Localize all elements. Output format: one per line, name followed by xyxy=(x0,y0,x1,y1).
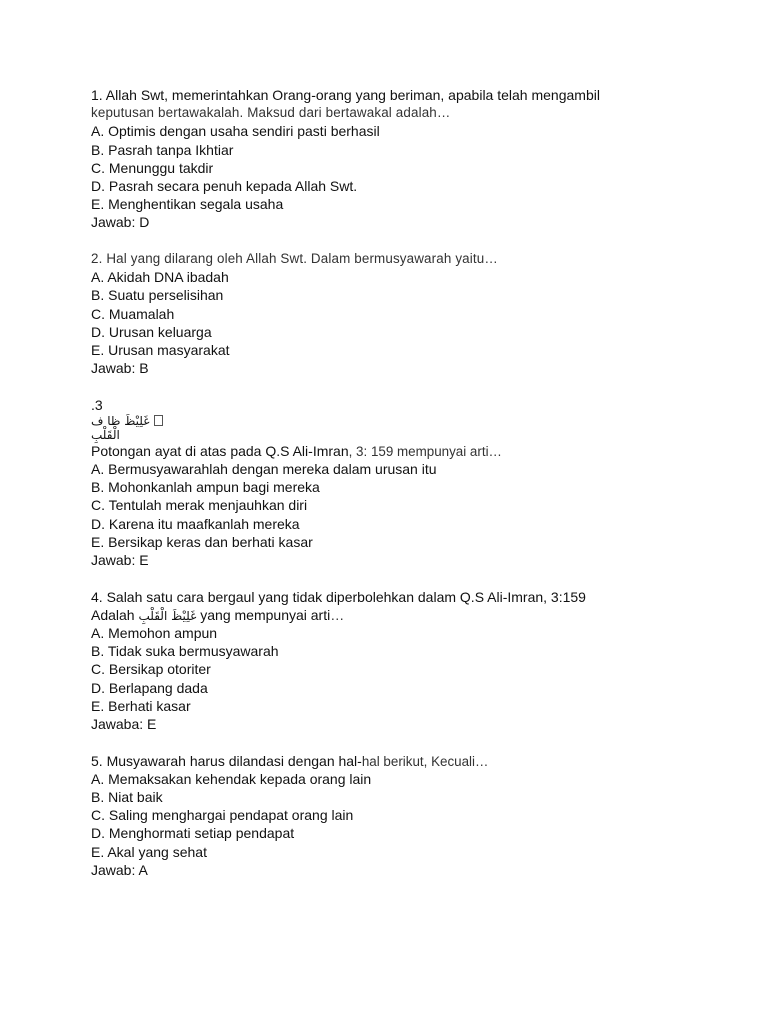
question-2-option-a: A. Akidah DNA ibadah xyxy=(91,269,229,286)
question-3-arabic-line2 xyxy=(91,428,691,442)
question-2-answer: Jawab: B xyxy=(91,360,149,377)
question-1-stem-line1: 1. Allah Swt, memerintahkan Orang-orang yang beriman, apabila telah mengambil xyxy=(91,87,600,103)
question-4-stem-line1: 4. Salah satu cara bergaul yang tidak diperbolehkan dalam Q.S Ali-Imran, 3:159 xyxy=(91,588,586,605)
question-2-option-c: C. Muamalah xyxy=(91,305,175,322)
question-3-option-b: B. Mohonkanlah ampun bagi mereka xyxy=(91,479,320,496)
question-5-option-e: E. Akal yang sehat xyxy=(91,843,207,860)
question-3-option-c: C. Tentulah merak menjauhkan diri xyxy=(91,497,308,514)
question-1-answer: Jawab: D xyxy=(91,214,150,231)
question-4-stem-post: yang mempunyai arti xyxy=(200,606,331,623)
arabic-phrase: غَلِيْظَ الْقَلْبِ xyxy=(138,608,197,623)
question-5-option-d: D. Menghormati setiap pendapat xyxy=(91,825,295,842)
question-1-option-b: B. Pasrah tanpa Ikhtiar xyxy=(91,141,234,158)
question-1-option-e: E. Menghentikan segala usaha xyxy=(91,196,284,213)
question-3-option-d: D. Karena itu maafkanlah mereka xyxy=(91,515,300,532)
arabic-verse-word: الْقَلْبِ xyxy=(91,427,120,442)
question-3-option-a: A. Bermusyawarahlah dengan mereka dalam urusan itu xyxy=(91,461,437,477)
question-3-option-e: E. Bersikap keras dan berhati kasar xyxy=(91,533,313,550)
question-1-stem-line2: keputusan bertawakalah. Maksud dari bertawakal adalah… xyxy=(91,105,451,121)
question-5-answer: Jawab: A xyxy=(91,861,148,878)
question-1 xyxy=(91,86,691,232)
arabic-verse-fragment: غَلِيْظَ ظا ف xyxy=(91,413,150,428)
question-3-arabic-line1 xyxy=(91,414,691,428)
question-3-stem xyxy=(91,442,691,460)
question-2 xyxy=(91,250,691,377)
question-2-option-e: E. Urusan masyarakat xyxy=(91,341,230,358)
question-5-stem-main: 5. Musyawarah harus dilandasi dengan hal- xyxy=(91,752,362,769)
question-4-stem-line2 xyxy=(91,606,691,624)
question-3-number: .3 xyxy=(91,396,103,413)
question-4-answer: Jawaba: E xyxy=(91,715,157,732)
question-2-stem: 2. Hal yang dilarang oleh Allah Swt. Dalam bermusyawarah yaitu… xyxy=(91,251,498,266)
question-4 xyxy=(91,588,691,734)
question-2-option-d: D. Urusan keluarga xyxy=(91,323,212,340)
question-3-stem-tail: , 3: 159 mempunyai arti… xyxy=(348,443,502,459)
question-2-option-b: B. Suatu perselisihan xyxy=(91,287,224,304)
question-4-option-d: D. Berlapang dada xyxy=(91,679,208,696)
question-1-option-c: C. Menunggu takdir xyxy=(91,159,214,176)
question-4-option-e: E. Berhati kasar xyxy=(91,697,191,714)
question-5-stem-tail: hal berikut, Kecuali… xyxy=(361,753,489,769)
question-4-stem-pre: Adalah xyxy=(91,606,135,623)
question-3 xyxy=(91,396,691,569)
question-5-option-b: B. Niat baik xyxy=(91,789,163,805)
question-5-stem xyxy=(91,752,691,770)
question-1-option-d: D. Pasrah secara penuh kepada Allah Swt. xyxy=(91,177,358,194)
question-3-stem-main: Potongan ayat di atas pada Q.S Ali-Imran xyxy=(91,442,349,459)
question-5 xyxy=(91,752,691,879)
question-4-option-a: A. Memohon ampun xyxy=(91,625,218,641)
question-1-option-a: A. Optimis dengan usaha sendiri pasti berhasil xyxy=(91,123,380,140)
question-3-answer: Jawab: E xyxy=(91,551,149,568)
document-page xyxy=(91,86,691,879)
question-4-option-c: C. Bersikap otoriter xyxy=(91,661,211,678)
question-4-option-b: B. Tidak suka bermusyawarah xyxy=(91,643,279,660)
question-5-option-a: A. Memaksakan kehendak kepada orang lain xyxy=(91,770,372,787)
question-4-stem-ellipsis: … xyxy=(330,606,345,623)
question-5-option-c: C. Saling menghargai pendapat orang lain xyxy=(91,807,354,824)
missing-glyph-icon xyxy=(154,415,163,426)
